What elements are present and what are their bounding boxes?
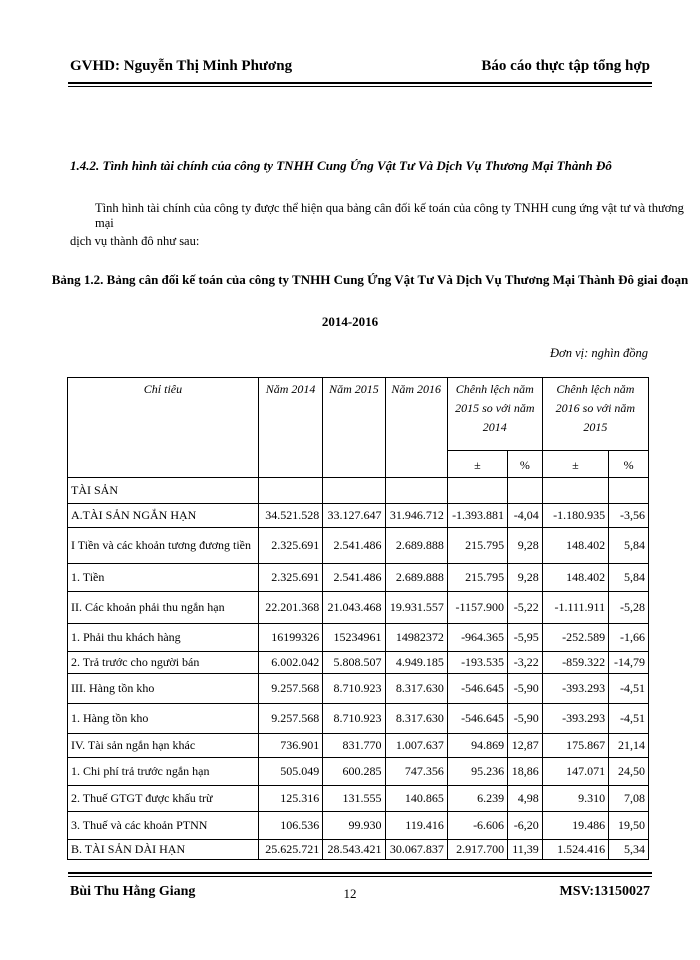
change-2015-abs: -1157.900 bbox=[447, 592, 507, 624]
change-2015-pct: 12,87 bbox=[508, 734, 543, 758]
change-2016-abs: -393.293 bbox=[542, 674, 608, 704]
value-2015: 8.710.923 bbox=[323, 674, 385, 704]
change-2016-pct: -4,51 bbox=[609, 704, 649, 734]
header-diff-2016-2015: Chênh lệch năm 2016 so với năm 2015 bbox=[542, 378, 648, 451]
change-2016-pct: -1,66 bbox=[609, 624, 649, 652]
header-rule-thin bbox=[68, 86, 652, 87]
row-label: 2. Thuế GTGT được khấu trừ bbox=[68, 786, 259, 812]
change-2015-abs: -546.645 bbox=[447, 674, 507, 704]
intro-line-2: dịch vụ thành đô như sau: bbox=[70, 234, 200, 248]
change-2016-pct: 21,14 bbox=[609, 734, 649, 758]
change-2015-pct: 11,39 bbox=[508, 840, 543, 860]
value-2016: 4.949.185 bbox=[385, 652, 447, 674]
value-2014: 16199326 bbox=[258, 624, 322, 652]
header-report-title: Báo cáo thực tập tổng hợp bbox=[481, 58, 650, 74]
section-row bbox=[68, 478, 649, 504]
section-label: TÀI SẢN bbox=[68, 478, 259, 504]
row-label: I Tiền và các khoản tương đương tiền bbox=[68, 528, 259, 564]
header-diff-2015-2014: Chênh lệch năm 2015 so với năm 2014 bbox=[447, 378, 542, 451]
header-year-2015: Năm 2015 bbox=[323, 378, 385, 478]
change-2016-abs: -1.111.911 bbox=[542, 592, 608, 624]
value-2015: 33.127.647 bbox=[323, 504, 385, 528]
change-2016-pct: -4,51 bbox=[609, 674, 649, 704]
table-row bbox=[68, 840, 649, 860]
change-2015-abs: 95.236 bbox=[447, 758, 507, 786]
page-number: 12 bbox=[343, 886, 357, 901]
change-2016-pct: -5,28 bbox=[609, 592, 649, 624]
change-2015-abs: -193.535 bbox=[447, 652, 507, 674]
change-2015-pct: -4,04 bbox=[508, 504, 543, 528]
table-row bbox=[68, 786, 649, 812]
value-2016: 19.931.557 bbox=[385, 592, 447, 624]
header-indicator: Chỉ tiêu bbox=[68, 378, 259, 478]
value-2015: 99.930 bbox=[323, 812, 385, 840]
row-label: 2. Trả trước cho người bán bbox=[68, 652, 259, 674]
value-2016: 31.946.712 bbox=[385, 504, 447, 528]
change-2015-abs: 94.869 bbox=[447, 734, 507, 758]
row-label: A.TÀI SẢN NGẮN HẠN bbox=[68, 504, 259, 528]
footer-author: Bùi Thu Hằng Giang bbox=[70, 884, 196, 899]
change-2016-pct: -3,56 bbox=[609, 504, 649, 528]
table-title-years: 2014-2016 bbox=[321, 314, 379, 329]
table-row bbox=[68, 528, 649, 564]
change-2015-pct: -5,90 bbox=[508, 674, 543, 704]
value-2014: 22.201.368 bbox=[258, 592, 322, 624]
table-row bbox=[68, 704, 649, 734]
value-2014: 125.316 bbox=[258, 786, 322, 812]
value-2016: 8.317.630 bbox=[385, 674, 447, 704]
table-row bbox=[68, 734, 649, 758]
value-2016: 2.689.888 bbox=[385, 528, 447, 564]
unit-note: Đơn vị: nghìn đồng bbox=[550, 346, 648, 360]
value-2015: 831.770 bbox=[323, 734, 385, 758]
row-label: 1. Phải thu khách hàng bbox=[68, 624, 259, 652]
change-2016-pct: 7,08 bbox=[609, 786, 649, 812]
table-row bbox=[68, 674, 649, 704]
header-year-2016: Năm 2016 bbox=[385, 378, 447, 478]
value-2014: 736.901 bbox=[258, 734, 322, 758]
header-rule bbox=[68, 82, 652, 84]
change-2015-abs: 215.795 bbox=[447, 564, 507, 592]
value-2016: 119.416 bbox=[385, 812, 447, 840]
value-2016: 14982372 bbox=[385, 624, 447, 652]
value-2015: 2.541.486 bbox=[323, 528, 385, 564]
change-2016-abs: 148.402 bbox=[542, 528, 608, 564]
row-label: 1. Hàng tồn kho bbox=[68, 704, 259, 734]
value-2015: 15234961 bbox=[323, 624, 385, 652]
table-row bbox=[68, 758, 649, 786]
table-title: Bảng 1.2. Bảng cân đối kế toán của công ty TNHH Cung Ứng Vật Tư Và Dịch Vụ Thương Mại Thành Đô giai đoạn bbox=[51, 272, 689, 287]
row-label: IV. Tài sản ngắn hạn khác bbox=[68, 734, 259, 758]
balance-sheet-table bbox=[67, 377, 649, 860]
change-2015-pct: 9,28 bbox=[508, 564, 543, 592]
table-row bbox=[68, 564, 649, 592]
table-row bbox=[68, 812, 649, 840]
change-2016-pct: 5,34 bbox=[609, 840, 649, 860]
value-2014: 106.536 bbox=[258, 812, 322, 840]
section-title: 1.4.2. Tình hình tài chính của công ty TNHH Cung Ứng Vật Tư Và Dịch Vụ Thương Mại Thành Đô bbox=[70, 158, 612, 173]
change-2015-pct: 4,98 bbox=[508, 786, 543, 812]
change-2016-pct: 5,84 bbox=[609, 564, 649, 592]
header-year-2014: Năm 2014 bbox=[258, 378, 322, 478]
value-2014: 505.049 bbox=[258, 758, 322, 786]
row-label: II. Các khoản phải thu ngắn hạn bbox=[68, 592, 259, 624]
footer-rule bbox=[68, 872, 652, 874]
change-2015-abs: 215.795 bbox=[447, 528, 507, 564]
header-pct-change-1: % bbox=[508, 451, 543, 478]
change-2015-pct: -6,20 bbox=[508, 812, 543, 840]
change-2015-abs: 2.917.700 bbox=[447, 840, 507, 860]
header-abs-change-1: ± bbox=[447, 451, 507, 478]
table-row bbox=[68, 652, 649, 674]
table-row bbox=[68, 624, 649, 652]
value-2015: 600.285 bbox=[323, 758, 385, 786]
value-2014: 2.325.691 bbox=[258, 564, 322, 592]
header-abs-change-2: ± bbox=[542, 451, 608, 478]
value-2015: 5.808.507 bbox=[323, 652, 385, 674]
change-2015-pct: 9,28 bbox=[508, 528, 543, 564]
change-2015-abs: -546.645 bbox=[447, 704, 507, 734]
value-2014: 9.257.568 bbox=[258, 704, 322, 734]
change-2015-abs: -6.606 bbox=[447, 812, 507, 840]
footer-student-id: MSV:13150027 bbox=[559, 884, 650, 899]
change-2016-abs: -252.589 bbox=[542, 624, 608, 652]
value-2014: 25.625.721 bbox=[258, 840, 322, 860]
change-2015-pct: -5,95 bbox=[508, 624, 543, 652]
change-2015-pct: 18,86 bbox=[508, 758, 543, 786]
change-2016-abs: -859.322 bbox=[542, 652, 608, 674]
row-label: 3. Thuế và các khoản PTNN bbox=[68, 812, 259, 840]
value-2015: 2.541.486 bbox=[323, 564, 385, 592]
value-2015: 131.555 bbox=[323, 786, 385, 812]
table-row bbox=[68, 504, 649, 528]
change-2015-abs: 6.239 bbox=[447, 786, 507, 812]
row-label: B. TÀI SẢN DÀI HẠN bbox=[68, 840, 259, 860]
change-2016-abs: 175.867 bbox=[542, 734, 608, 758]
value-2016: 747.356 bbox=[385, 758, 447, 786]
change-2016-abs: 147.071 bbox=[542, 758, 608, 786]
row-label: 1. Tiền bbox=[68, 564, 259, 592]
value-2014: 9.257.568 bbox=[258, 674, 322, 704]
value-2015: 28.543.421 bbox=[323, 840, 385, 860]
change-2015-pct: -3,22 bbox=[508, 652, 543, 674]
change-2016-abs: 148.402 bbox=[542, 564, 608, 592]
row-label: 1. Chi phí trả trước ngắn hạn bbox=[68, 758, 259, 786]
change-2016-pct: -14,79 bbox=[609, 652, 649, 674]
change-2016-abs: 19.486 bbox=[542, 812, 608, 840]
value-2014: 34.521.528 bbox=[258, 504, 322, 528]
value-2016: 140.865 bbox=[385, 786, 447, 812]
change-2016-abs: 9.310 bbox=[542, 786, 608, 812]
footer-rule-thin bbox=[68, 876, 652, 877]
value-2016: 1.007.637 bbox=[385, 734, 447, 758]
value-2016: 2.689.888 bbox=[385, 564, 447, 592]
change-2016-abs: -1.180.935 bbox=[542, 504, 608, 528]
change-2015-pct: -5,90 bbox=[508, 704, 543, 734]
change-2015-abs: -1.393.881 bbox=[447, 504, 507, 528]
value-2014: 6.002.042 bbox=[258, 652, 322, 674]
change-2016-abs: -393.293 bbox=[542, 704, 608, 734]
value-2014: 2.325.691 bbox=[258, 528, 322, 564]
intro-line-1: Tình hình tài chính của công ty được thể hiện qua bảng cân đối kế toán của công ty TNHH cung ứng vật tư và thương mại bbox=[95, 201, 684, 230]
change-2015-abs: -964.365 bbox=[447, 624, 507, 652]
change-2016-abs: 1.524.416 bbox=[542, 840, 608, 860]
header-pct-change-2: % bbox=[609, 451, 649, 478]
value-2016: 30.067.837 bbox=[385, 840, 447, 860]
value-2015: 21.043.468 bbox=[323, 592, 385, 624]
change-2016-pct: 24,50 bbox=[609, 758, 649, 786]
header-advisor: GVHD: Nguyễn Thị Minh Phương bbox=[70, 58, 293, 74]
row-label: III. Hàng tồn kho bbox=[68, 674, 259, 704]
change-2016-pct: 5,84 bbox=[609, 528, 649, 564]
value-2015: 8.710.923 bbox=[323, 704, 385, 734]
change-2016-pct: 19,50 bbox=[609, 812, 649, 840]
table-row bbox=[68, 592, 649, 624]
value-2016: 8.317.630 bbox=[385, 704, 447, 734]
change-2015-pct: -5,22 bbox=[508, 592, 543, 624]
